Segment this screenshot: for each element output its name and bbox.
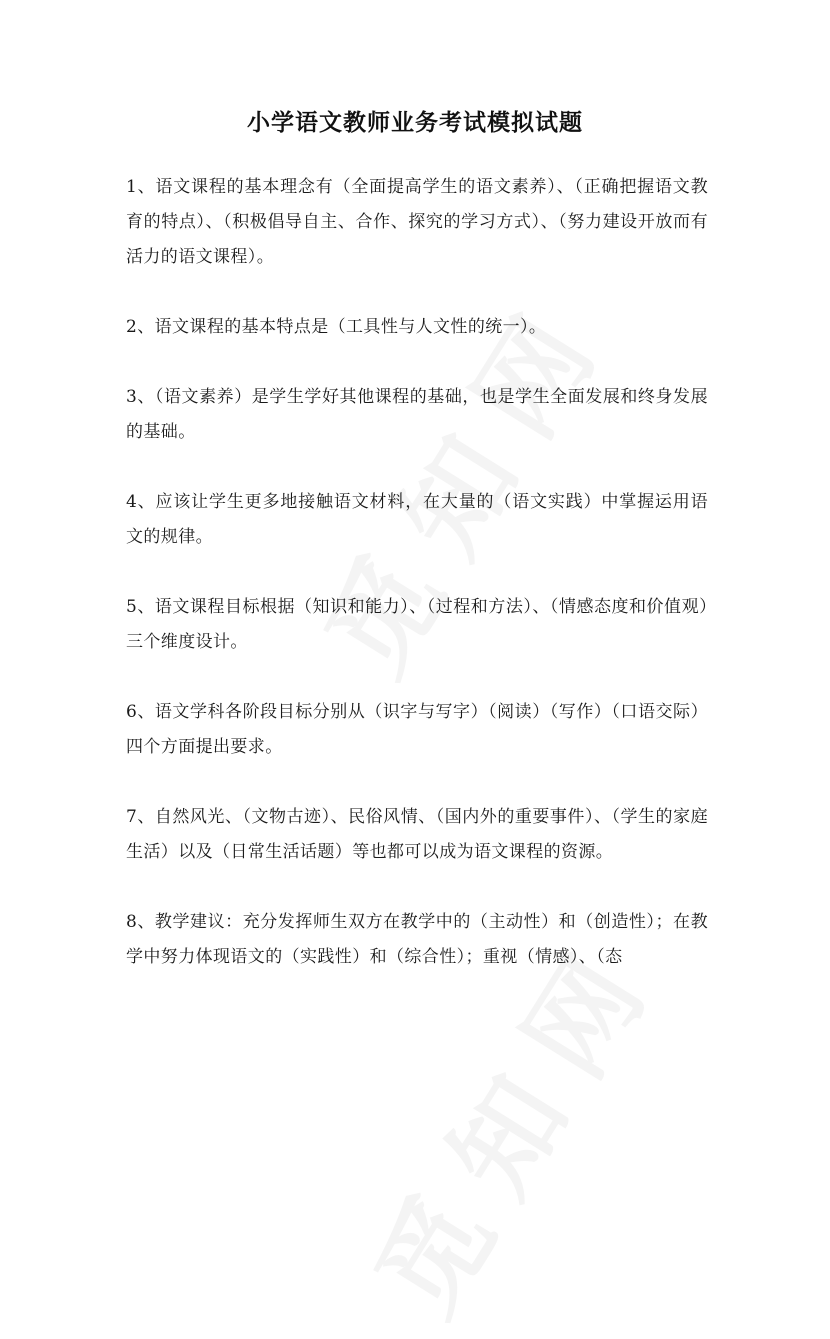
question-item-4: 4、应该让学生更多地接触语文材料，在大量的（语文实践）中掌握运用语文的规律。 — [126, 492, 708, 547]
question-item-7: 7、自然风光、（文物古迹）、民俗风情、（国内外的重要事件）、（学生的家庭生活）以及（日常生活话题）等也都可以成为语文课程的资源。 — [126, 807, 708, 862]
question-item-5: 5、语文课程目标根据（知识和能力）、（过程和方法）、（情感态度和价值观）三个维度设计。 — [126, 597, 708, 652]
question-item-1: 1、语文课程的基本理念有（全面提高学生的语文素养）、（正确把握语文教育的特点）、（积极倡导自主、合作、探究的学习方式）、（努力建设开放而有活力的语文课程）。 — [126, 177, 708, 267]
question-list — [126, 170, 708, 1010]
question-item-2: 2、语文课程的基本特点是（工具性与人文性的统一）。 — [126, 317, 547, 337]
question-item-6: 6、语文学科各阶段目标分别从（识字与写字）（阅读）（写作）（口语交际）四个方面提出要求。 — [126, 702, 708, 757]
page-title: 小学语文教师业务考试模拟试题 — [247, 109, 583, 136]
question-item-8: 8、教学建议：充分发挥师生双方在教学中的（主动性）和（创造性）；在教学中努力体现语文的（实践性）和（综合性）；重视（情感）、（态 — [126, 912, 708, 967]
question-item-3: 3、（语文素养）是学生学好其他课程的基础，也是学生全面发展和终身发展的基础。 — [126, 387, 708, 442]
